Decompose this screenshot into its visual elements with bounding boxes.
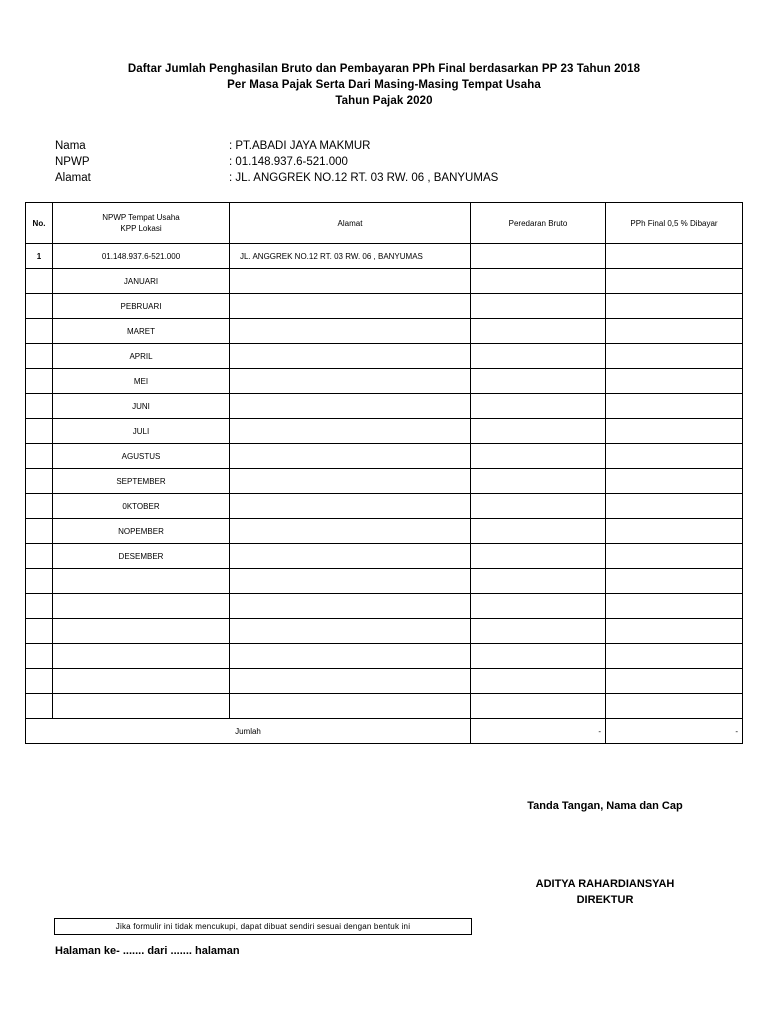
table-row — [26, 694, 743, 719]
col-npwp-header — [53, 203, 230, 244]
month-cell: 0KTOBER — [53, 494, 230, 519]
month-cell: SEPTEMBER — [53, 469, 230, 494]
table-row — [26, 244, 743, 269]
total-peredaran: - — [471, 719, 606, 744]
total-row — [26, 719, 743, 744]
month-cell: AGUSTUS — [53, 444, 230, 469]
month-cell: DESEMBER — [53, 544, 230, 569]
nama-label: Nama — [55, 140, 86, 152]
table-row — [26, 494, 743, 519]
alamat-value: : JL. ANGGREK NO.12 RT. 03 RW. 06 , BANYUMAS — [229, 172, 499, 184]
table-row — [26, 319, 743, 344]
row-peredaran — [471, 244, 606, 269]
col-npwp-header-line1: NPWP Tempat Usaha — [102, 213, 180, 222]
month-cell — [53, 594, 230, 619]
table-row — [26, 419, 743, 444]
table-row — [26, 269, 743, 294]
month-cell — [53, 569, 230, 594]
month-cell — [53, 694, 230, 719]
month-cell: JANUARI — [53, 269, 230, 294]
table-row — [26, 594, 743, 619]
alamat-label: Alamat — [55, 172, 91, 184]
table-row — [26, 294, 743, 319]
table-row — [26, 444, 743, 469]
total-label: Jumlah — [26, 719, 471, 744]
row-npwp: 01.148.937.6-521.000 — [53, 244, 230, 269]
month-cell: JULI — [53, 419, 230, 444]
month-cell: PEBRUARI — [53, 294, 230, 319]
signature-caption: Tanda Tangan, Nama dan Cap — [527, 800, 683, 812]
table-row — [26, 669, 743, 694]
document-title: Daftar Jumlah Penghasilan Bruto dan Pembayaran PPh Final berdasarkan PP 23 Tahun 2018 — [127, 63, 641, 75]
npwp-value: : 01.148.937.6-521.000 — [229, 156, 348, 168]
month-cell: MARET — [53, 319, 230, 344]
document-subtitle: Per Masa Pajak Serta Dari Masing-Masing Tempat Usaha — [227, 79, 541, 91]
signatory-name: ADITYA RAHARDIANSYAH — [535, 878, 675, 890]
col-no-header: No. — [26, 203, 53, 244]
table-row — [26, 569, 743, 594]
row-pph — [606, 244, 743, 269]
col-pph-header: PPh Final 0,5 % Dibayar — [606, 203, 743, 244]
table-row — [26, 519, 743, 544]
nama-value: : PT.ABADI JAYA MAKMUR — [229, 140, 371, 152]
table-row — [26, 619, 743, 644]
table-header-row — [26, 203, 743, 244]
total-pph: - — [606, 719, 743, 744]
row-no: 1 — [26, 244, 53, 269]
table-row — [26, 394, 743, 419]
month-cell — [53, 619, 230, 644]
tax-year: Tahun Pajak 2020 — [335, 95, 433, 107]
month-cell — [53, 644, 230, 669]
table-row — [26, 544, 743, 569]
table-row — [26, 344, 743, 369]
row-alamat: JL. ANGGREK NO.12 RT. 03 RW. 06 , BANYUMAS — [230, 244, 471, 269]
table-row — [26, 644, 743, 669]
signatory-title: DIREKTUR — [576, 894, 634, 906]
month-cell: APRIL — [53, 344, 230, 369]
npwp-label: NPWP — [55, 156, 90, 168]
tax-table — [25, 202, 743, 744]
col-alamat-header: Alamat — [230, 203, 471, 244]
form-note: Jika formulir ini tidak mencukupi, dapat dibuat sendiri sesuai dengan bentuk ini — [54, 918, 472, 935]
month-cell: JUNI — [53, 394, 230, 419]
month-cell: NOPEMBER — [53, 519, 230, 544]
month-cell: MEI — [53, 369, 230, 394]
table-row — [26, 369, 743, 394]
page-number: Halaman ke- ....... dari ....... halaman — [55, 945, 240, 957]
col-npwp-header-line2: KPP Lokasi — [120, 224, 162, 233]
table-row — [26, 469, 743, 494]
month-cell — [53, 669, 230, 694]
col-peredaran-header: Peredaran Bruto — [471, 203, 606, 244]
